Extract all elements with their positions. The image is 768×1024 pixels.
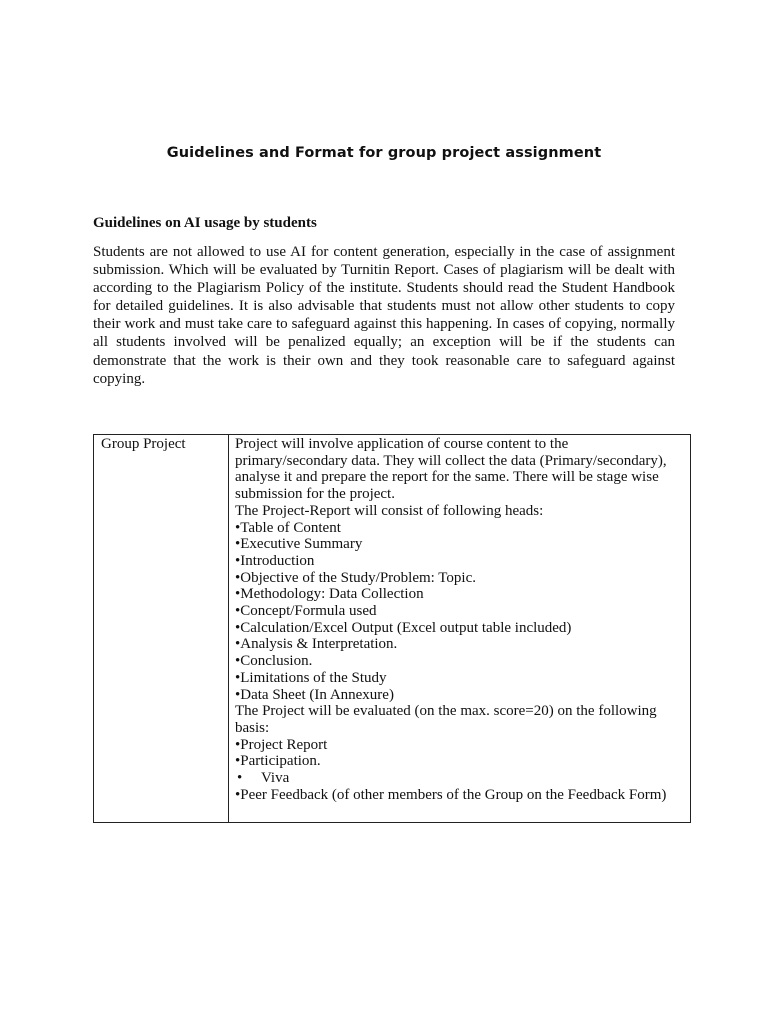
list-item <box>235 620 686 637</box>
table-row <box>94 435 691 823</box>
list-item <box>235 687 686 704</box>
intro-line: Project will involve application of course content to the <box>235 436 569 452</box>
row-content-cell <box>229 435 691 823</box>
evaluation-item-text: Viva <box>261 770 290 787</box>
evaluation-item-text: Project Report <box>240 736 328 753</box>
report-head-text: Analysis & Interpretation. <box>240 636 398 653</box>
report-head-text: Table of Content <box>240 519 341 536</box>
list-item <box>235 520 686 537</box>
list-item <box>235 586 686 603</box>
section-heading-ai-usage: Guidelines on AI usage by students <box>93 215 317 231</box>
list-item <box>235 636 686 653</box>
row-label: Group Project <box>101 436 186 452</box>
report-head-text: Concept/Formula used <box>240 603 377 620</box>
report-head-text: Executive Summary <box>240 536 363 553</box>
list-item <box>235 770 686 787</box>
report-head-text: Conclusion. <box>240 653 313 670</box>
list-item <box>235 670 686 687</box>
intro-line: primary/secondary data. They will collect the data (Primary/secondary), <box>235 452 667 469</box>
group-project-table <box>93 434 691 823</box>
list-item <box>235 570 686 587</box>
list-item <box>235 653 686 670</box>
list-item <box>235 787 686 804</box>
row-label-cell <box>94 435 229 823</box>
list-item <box>235 753 686 770</box>
ai-usage-paragraph: Students are not allowed to use AI for content generation, especially in the case of assignment submission. Which will be evaluated by Turnitin Report. Cases of plagiarism will be dealt with according to the Plagiarism Policy of the institute. Students should read the Student Handbook for detailed guidelines. It is also advisable that students must not allow other students to copy their work and must take care to safeguard against this happening. In cases of copying, normally all students involved will be penalized equally; an exception will be if the students can demonstrate that the work is their own and they took reasonable care to safeguard against copying. <box>93 244 675 387</box>
evaluation-item-text: Participation. <box>240 753 321 770</box>
list-item <box>235 603 686 620</box>
list-item <box>235 536 686 553</box>
evaluation-line: The Project will be evaluated (on the max. score=20) on the following <box>235 703 657 720</box>
list-item <box>235 737 686 754</box>
intro-line: The Project-Report will consist of following heads: <box>235 502 544 519</box>
report-head-text: Limitations of the Study <box>240 669 387 686</box>
list-item <box>235 553 686 570</box>
intro-line: submission for the project. <box>235 486 395 503</box>
report-head-text: Calculation/Excel Output (Excel output table included) <box>240 619 572 636</box>
evaluation-item-text: Peer Feedback (of other members of the Group on the Feedback Form) <box>240 786 667 803</box>
report-head-text: Data Sheet (In Annexure) <box>240 686 394 703</box>
document-title: Guidelines and Format for group project assignment <box>166 145 602 161</box>
report-head-text: Objective of the Study/Problem: Topic. <box>240 569 476 586</box>
intro-line: analyse it and prepare the report for the same. There will be stage wise <box>235 469 659 486</box>
evaluation-line: basis: <box>235 719 270 736</box>
report-head-text: Introduction <box>240 552 315 569</box>
report-head-text: Methodology: Data Collection <box>240 586 424 603</box>
